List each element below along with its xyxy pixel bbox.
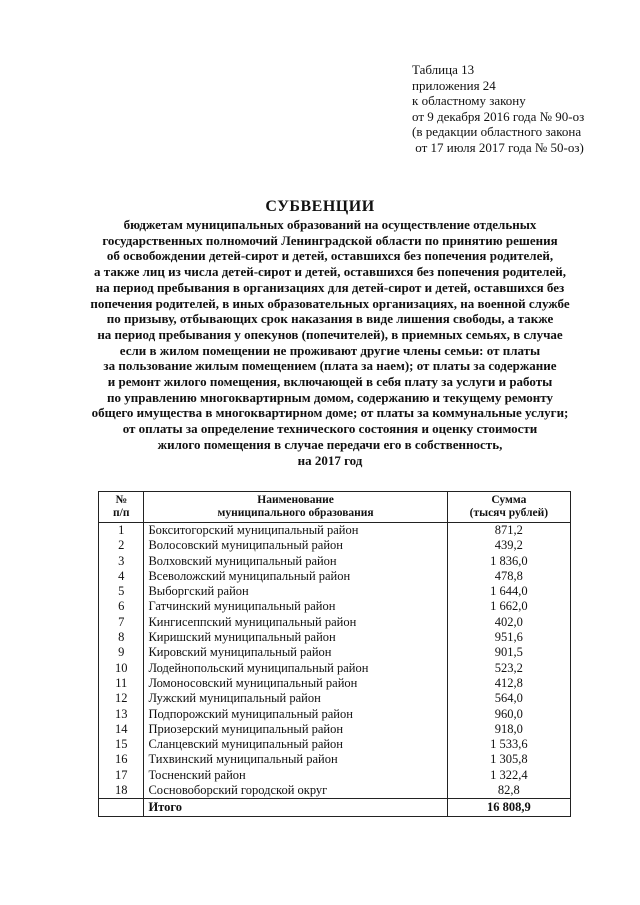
table-row	[99, 661, 571, 676]
row-sum: 901,5	[447, 645, 570, 660]
table-row	[99, 752, 571, 767]
table-row	[99, 554, 571, 569]
row-sum: 960,0	[447, 707, 570, 722]
row-name: Киришский муниципальный район	[144, 630, 447, 645]
table-row	[99, 523, 571, 539]
subtitle-line: общего имущества в многоквартирном доме; от платы за коммунальные услуги;	[91, 405, 569, 421]
subtitle-line: а также лиц из числа детей-сирот и детей, оставшихся без попечения родителей,	[94, 264, 566, 280]
subtitle-line: попечения родителей, в иных образовательных организациях, на военной службе	[90, 295, 570, 311]
subtitle-line: жилого помещения в случае передачи его в собственность,	[157, 436, 503, 452]
row-name: Сосновоборский городской округ	[144, 783, 447, 799]
table-row	[99, 676, 571, 691]
row-number: 14	[99, 722, 144, 737]
subtitle-line: на 2017 год	[297, 452, 363, 468]
subtitle-line: по призыву, отбывающих срок наказания в виде лишения свободы, а также	[106, 311, 554, 327]
table-body	[99, 523, 571, 817]
subtitle-line: за пользование жилым помещением (плата за наем); от платы за содержание	[103, 358, 557, 374]
table-total-row	[99, 799, 571, 817]
table-reference-header	[412, 62, 632, 155]
table-row	[99, 722, 571, 737]
row-number: 18	[99, 783, 144, 799]
row-name: Волховский муниципальный район	[144, 554, 447, 569]
row-sum: 918,0	[447, 722, 570, 737]
row-number: 4	[99, 569, 144, 584]
row-sum: 523,2	[447, 661, 570, 676]
table-row	[99, 783, 571, 799]
row-name: Приозерский муниципальный район	[144, 722, 447, 737]
row-name: Волосовский муниципальный район	[144, 538, 447, 553]
row-number: 16	[99, 752, 144, 767]
row-name: Тихвинский муниципальный район	[144, 752, 447, 767]
row-sum: 402,0	[447, 615, 570, 630]
subtitle-line: на период пребывания в организациях для детей-сирот и детей, оставшихся без	[95, 279, 565, 295]
table-row	[99, 599, 571, 614]
row-sum: 951,6	[447, 630, 570, 645]
header-sum: Сумма (тысяч рублей)	[447, 492, 570, 523]
table-row	[99, 691, 571, 706]
table-row	[99, 707, 571, 722]
row-sum: 871,2	[447, 523, 570, 539]
subtitle-line: об освобождении детей-сирот и детей, оставшихся без попечения родителей,	[106, 248, 554, 264]
table-row	[99, 768, 571, 783]
row-sum: 564,0	[447, 691, 570, 706]
row-number: 10	[99, 661, 144, 676]
row-name: Кировский муниципальный район	[144, 645, 447, 660]
table-row	[99, 584, 571, 599]
header-num: № п/п	[99, 492, 144, 523]
row-sum: 1 305,8	[447, 752, 570, 767]
document-subtitle	[60, 217, 600, 468]
header-line: Таблица 13	[412, 62, 475, 77]
row-number: 2	[99, 538, 144, 553]
header-line: к областному закону	[412, 93, 526, 108]
row-name: Ломоносовский муниципальный район	[144, 676, 447, 691]
table-row	[99, 615, 571, 630]
row-sum: 1 533,6	[447, 737, 570, 752]
document-title: СУБВЕНЦИИ	[265, 198, 375, 215]
row-name: Выборгский район	[144, 584, 447, 599]
table-row	[99, 645, 571, 660]
row-number: 1	[99, 523, 144, 539]
row-sum: 1 322,4	[447, 768, 570, 783]
row-sum: 1 662,0	[447, 599, 570, 614]
row-name: Кингисеппский муниципальный район	[144, 615, 447, 630]
row-sum: 82,8	[447, 783, 570, 799]
row-number: 7	[99, 615, 144, 630]
row-number: 12	[99, 691, 144, 706]
row-number: 6	[99, 599, 144, 614]
subtitle-line: и ремонт жилого помещения, включающей в себя плату за услуги и работы	[107, 374, 553, 390]
row-number: 13	[99, 707, 144, 722]
row-name: Всеволожский муниципальный район	[144, 569, 447, 584]
table-header-row	[99, 492, 571, 523]
subtitle-line: государственных полномочий Ленинградской области по принятию решения	[102, 232, 558, 248]
row-sum: 1 836,0	[447, 554, 570, 569]
row-number: 15	[99, 737, 144, 752]
subtitle-line: бюджетам муниципальных образований на осуществление отдельных	[123, 217, 537, 232]
subtitle-line: по управлению многоквартирным домом, содержанию и текущему ремонту	[106, 389, 553, 405]
row-number: 11	[99, 676, 144, 691]
row-number: 9	[99, 645, 144, 660]
row-name: Тосненский район	[144, 768, 447, 783]
subtitle-line: от оплаты за определение технического состояния и оценку стоимости	[122, 421, 538, 437]
row-name: Сланцевский муниципальный район	[144, 737, 447, 752]
row-number: 3	[99, 554, 144, 569]
row-name: Гатчинский муниципальный район	[144, 599, 447, 614]
row-sum: 412,8	[447, 676, 570, 691]
header-name: Наименование муниципального образования	[144, 492, 447, 523]
row-name: Бокситогорский муниципальный район	[144, 523, 447, 539]
total-num-cell	[99, 799, 144, 817]
total-label: Итого	[144, 799, 447, 817]
row-number: 17	[99, 768, 144, 783]
subvention-table	[98, 491, 571, 817]
header-line: от 17 июля 2017 года № 50-оз)	[412, 139, 584, 155]
subtitle-line: если в жилом помещении не проживают другие члены семьи: от платы	[119, 342, 541, 358]
row-sum: 1 644,0	[447, 584, 570, 599]
row-name: Подпорожский муниципальный район	[144, 707, 447, 722]
table-row	[99, 737, 571, 752]
table-row	[99, 569, 571, 584]
row-sum: 439,2	[447, 538, 570, 553]
total-sum: 16 808,9	[447, 799, 570, 817]
header-line: приложения 24	[412, 77, 496, 93]
row-name: Лужский муниципальный район	[144, 691, 447, 706]
row-sum: 478,8	[447, 569, 570, 584]
row-number: 8	[99, 630, 144, 645]
header-line: от 9 декабря 2016 года № 90-оз	[412, 108, 585, 124]
row-name: Лодейнопольский муниципальный район	[144, 661, 447, 676]
table-row	[99, 630, 571, 645]
subtitle-line: на период пребывания у опекунов (попечителей), в приемных семьях, в случае	[97, 326, 563, 342]
header-line: (в редакции областного закона	[412, 124, 582, 139]
row-number: 5	[99, 584, 144, 599]
table-row	[99, 538, 571, 553]
